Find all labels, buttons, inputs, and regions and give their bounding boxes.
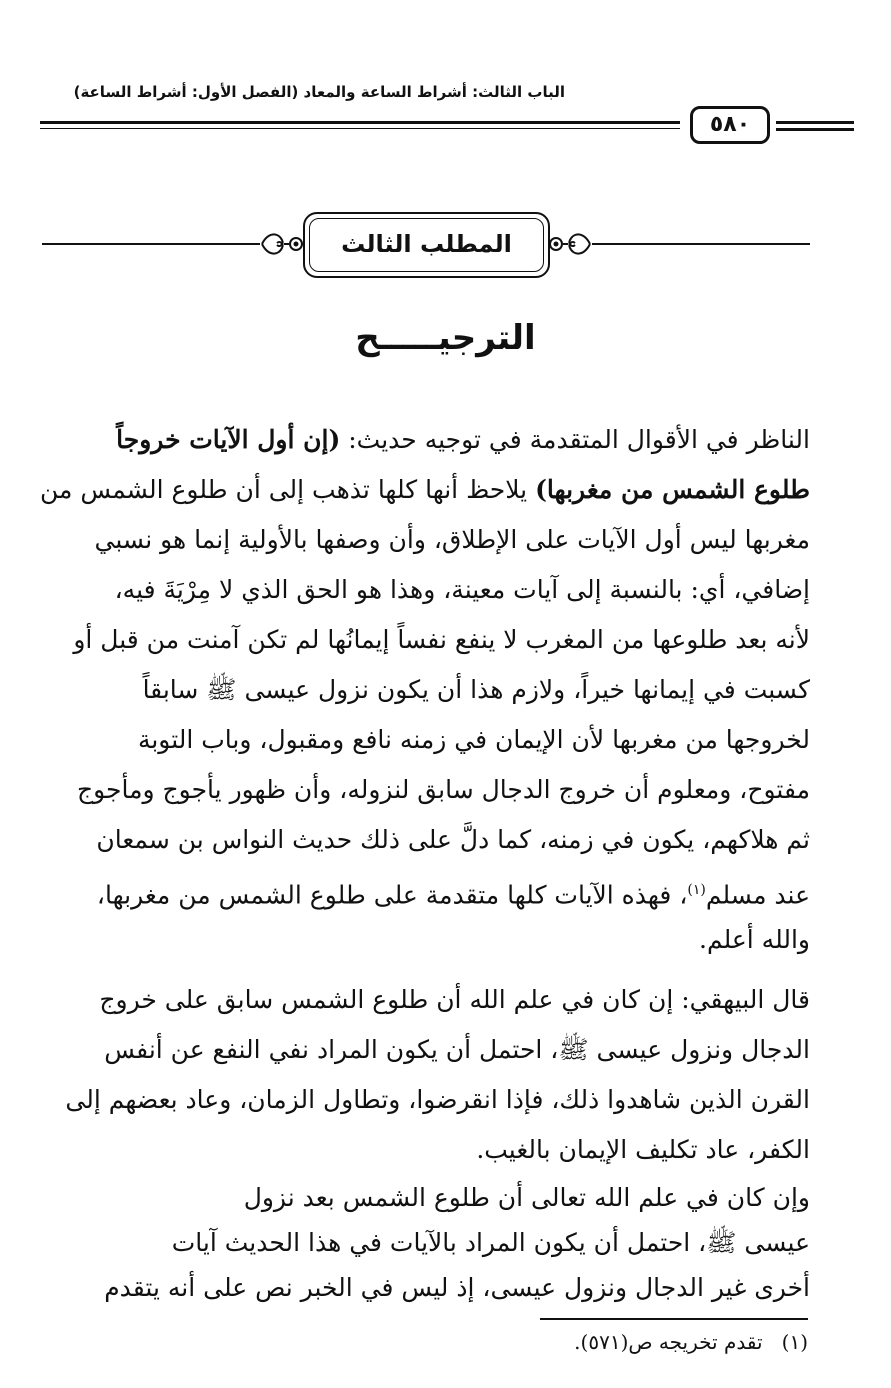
text-run: عند مسلم — [705, 880, 810, 910]
paragraph-line: إضافي، أي: بالنسبة إلى آيات معينة، وهذا هو الحق الذي لا مِرْيَةَ فيه، — [114, 575, 810, 604]
page-title: الترجيـــــح — [355, 318, 536, 358]
text-run: ، فهذه الآيات كلها متقدمة على طلوع الشمس من مغربها، — [96, 880, 688, 910]
paragraph-line: ثم هلاكهم، يكون في زمنه، كما دلَّ على ذلك حديث النواس بن سمعان — [96, 825, 810, 854]
ornament-left-icon — [258, 228, 304, 260]
paragraph-line — [40, 868, 810, 912]
footnote-ref[interactable]: (١) — [687, 882, 706, 898]
hadith-quote: طلوع الشمس من مغربها) — [535, 475, 810, 504]
paragraph-line: لأنه بعد طلوعها من المغرب لا ينفع نفساً إيمانُها لم تكن آمنت من قبل أو — [73, 625, 810, 654]
paragraph-line: مغربها ليس أول الآيات على الإطلاق، وأن وصفها بالأولية إنما هو نسبي — [94, 525, 810, 554]
paragraph-line: مفتوح، ومعلوم أن خروج الدجال سابق لنزوله، وأن ظهور يأجوج ومأجوج — [77, 775, 810, 804]
paragraph-line: وإن كان في علم الله تعالى أن طلوع الشمس بعد نزول — [243, 1183, 810, 1212]
header-rule-right-thin — [776, 128, 854, 131]
paragraph-line: لخروجها من مغربها لأن الإيمان في زمنه نافع ومقبول، وباب التوبة — [137, 725, 810, 754]
paragraph-line: الدجال ونزول عيسى ﷺ، احتمل أن يكون المراد نفي النفع عن أنفس — [104, 1035, 810, 1064]
ornament-line-right — [592, 243, 810, 245]
paragraph-line: الكفر، عاد تكليف الإيمان بالغيب. — [476, 1135, 810, 1164]
paragraph-line: عيسى ﷺ، احتمل أن يكون المراد بالآيات في هذا الحديث آيات — [171, 1228, 810, 1257]
header-rule-right — [776, 121, 854, 124]
text-run: يلاحظ أنها كلها تذهب إلى أن طلوع الشمس من — [40, 475, 536, 504]
paragraph-line: كسبت في إيمانها خيراً، ولازم هذا أن يكون نزول عيسى ﷺ سابقاً — [142, 675, 810, 704]
ornament-line-left — [42, 243, 260, 245]
footnote-marker: (١) — [781, 1330, 808, 1354]
header-rule — [40, 121, 680, 124]
section-label: المطلب الثالث — [309, 218, 544, 272]
paragraph-line: والله أعلم. — [699, 925, 810, 954]
paragraph-line: قال البيهقي: إن كان في علم الله أن طلوع الشمس سابق على خروج — [99, 985, 810, 1014]
footnote-text: تقدم تخريجه ص(٥٧١). — [574, 1330, 763, 1354]
paragraph-line — [40, 468, 810, 512]
paragraph-line: أخرى غير الدجال ونزول عيسى، إذ ليس في الخبر نص على أنه يتقدم — [104, 1273, 810, 1302]
ornament-right-icon — [548, 228, 594, 260]
paragraph-line: القرن الذين شاهدوا ذلك، فإذا انقرضوا، وتطاول الزمان، وعاد بعضهم إلى — [65, 1085, 810, 1114]
hadith-quote: (إن أول الآيات خروجاً — [116, 425, 341, 454]
footnote — [300, 1330, 808, 1354]
header-rule-thin — [40, 128, 680, 129]
text-run: الناظر في الأقوال المتقدمة في توجيه حديث: — [340, 425, 810, 454]
paragraph-line — [40, 418, 810, 462]
running-title: الباب الثالث: أشراط الساعة والمعاد (الفصل الأول: أشراط الساعة) — [73, 83, 565, 101]
footnote-separator — [540, 1318, 808, 1320]
page-number: ٥٨٠ — [690, 106, 770, 144]
